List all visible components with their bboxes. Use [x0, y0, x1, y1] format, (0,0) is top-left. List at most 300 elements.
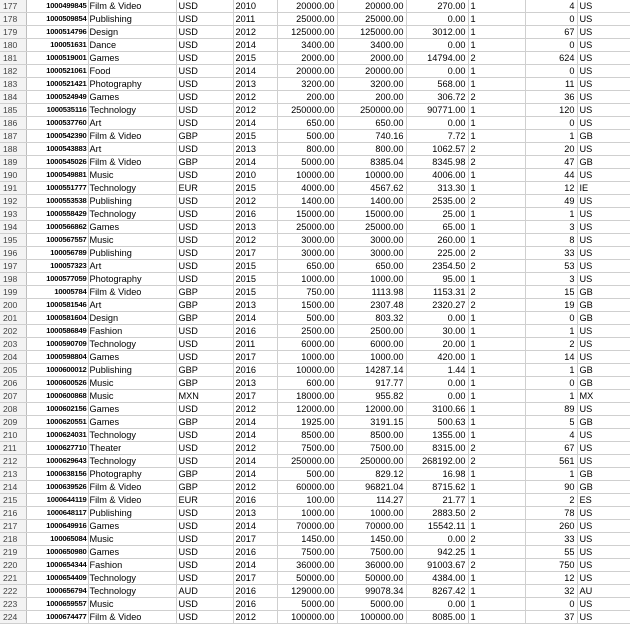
cell-id[interactable]: 1000519001	[26, 52, 88, 65]
cell-id[interactable]: 1000509854	[26, 13, 88, 26]
cell-goal[interactable]: 800.00	[277, 143, 337, 156]
cell-backers[interactable]: 19	[525, 299, 577, 312]
cell-goal[interactable]: 20000.00	[277, 65, 337, 78]
cell-id[interactable]: 1000537760	[26, 117, 88, 130]
cell-country[interactable]: US	[577, 520, 630, 533]
cell-pledged[interactable]: 740.16	[337, 130, 406, 143]
row-number[interactable]: 206	[0, 377, 26, 390]
cell-goal[interactable]: 12000.00	[277, 403, 337, 416]
cell-pledged[interactable]: 96821.04	[337, 481, 406, 494]
cell-year[interactable]: 2012	[233, 195, 277, 208]
row-number[interactable]: 217	[0, 520, 26, 533]
cell-country[interactable]: US	[577, 0, 630, 13]
cell-state[interactable]: 1	[468, 520, 525, 533]
cell-goal[interactable]: 10000.00	[277, 364, 337, 377]
cell-state[interactable]: 1	[468, 364, 525, 377]
cell-currency[interactable]: USD	[176, 91, 233, 104]
cell-year[interactable]: 2016	[233, 598, 277, 611]
cell-id[interactable]: 1000656794	[26, 585, 88, 598]
cell-year[interactable]: 2014	[233, 559, 277, 572]
cell-country[interactable]: US	[577, 559, 630, 572]
cell-id[interactable]: 1000566862	[26, 221, 88, 234]
cell-usd-pledged[interactable]: 7.72	[406, 130, 468, 143]
cell-backers[interactable]: 90	[525, 481, 577, 494]
cell-backers[interactable]: 89	[525, 403, 577, 416]
cell-usd-pledged[interactable]: 8715.62	[406, 481, 468, 494]
cell-country[interactable]: US	[577, 598, 630, 611]
cell-country[interactable]: GB	[577, 312, 630, 325]
cell-country[interactable]: US	[577, 403, 630, 416]
cell-category[interactable]: Music	[88, 169, 176, 182]
cell-backers[interactable]: 4	[525, 429, 577, 442]
cell-country[interactable]: US	[577, 533, 630, 546]
cell-category[interactable]: Film & Video	[88, 286, 176, 299]
cell-goal[interactable]: 70000.00	[277, 520, 337, 533]
cell-pledged[interactable]: 100000.00	[337, 611, 406, 624]
cell-goal[interactable]: 7500.00	[277, 546, 337, 559]
cell-year[interactable]: 2012	[233, 442, 277, 455]
cell-category[interactable]: Art	[88, 117, 176, 130]
cell-backers[interactable]: 1	[525, 130, 577, 143]
cell-id[interactable]: 1000549881	[26, 169, 88, 182]
cell-category[interactable]: Games	[88, 221, 176, 234]
cell-year[interactable]: 2015	[233, 273, 277, 286]
cell-id[interactable]: 1000521061	[26, 65, 88, 78]
cell-country[interactable]: AU	[577, 585, 630, 598]
cell-year[interactable]: 2014	[233, 117, 277, 130]
cell-goal[interactable]: 25000.00	[277, 13, 337, 26]
cell-usd-pledged[interactable]: 65.00	[406, 221, 468, 234]
cell-state[interactable]: 1	[468, 546, 525, 559]
cell-goal[interactable]: 100.00	[277, 494, 337, 507]
cell-goal[interactable]: 100000.00	[277, 611, 337, 624]
cell-currency[interactable]: USD	[176, 429, 233, 442]
cell-year[interactable]: 2011	[233, 338, 277, 351]
cell-goal[interactable]: 1000.00	[277, 273, 337, 286]
cell-currency[interactable]: USD	[176, 65, 233, 78]
cell-id[interactable]: 1000567557	[26, 234, 88, 247]
cell-state[interactable]: 2	[468, 247, 525, 260]
cell-pledged[interactable]: 2307.48	[337, 299, 406, 312]
cell-state[interactable]: 1	[468, 169, 525, 182]
cell-goal[interactable]: 6000.00	[277, 338, 337, 351]
cell-country[interactable]: US	[577, 546, 630, 559]
cell-goal[interactable]: 1500.00	[277, 299, 337, 312]
cell-goal[interactable]: 650.00	[277, 260, 337, 273]
cell-country[interactable]: US	[577, 455, 630, 468]
row-number[interactable]: 210	[0, 429, 26, 442]
cell-goal[interactable]: 1000.00	[277, 351, 337, 364]
cell-country[interactable]: US	[577, 39, 630, 52]
cell-pledged[interactable]: 25000.00	[337, 13, 406, 26]
cell-goal[interactable]: 7500.00	[277, 442, 337, 455]
cell-state[interactable]: 1	[468, 78, 525, 91]
cell-id[interactable]: 1000624031	[26, 429, 88, 442]
row-number[interactable]: 224	[0, 611, 26, 624]
cell-backers[interactable]: 0	[525, 312, 577, 325]
cell-year[interactable]: 2014	[233, 520, 277, 533]
cell-pledged[interactable]: 800.00	[337, 143, 406, 156]
cell-year[interactable]: 2015	[233, 52, 277, 65]
cell-category[interactable]: Publishing	[88, 13, 176, 26]
cell-state[interactable]: 1	[468, 26, 525, 39]
cell-backers[interactable]: 2	[525, 494, 577, 507]
cell-currency[interactable]: AUD	[176, 585, 233, 598]
cell-category[interactable]: Publishing	[88, 247, 176, 260]
cell-state[interactable]: 1	[468, 351, 525, 364]
cell-currency[interactable]: MXN	[176, 390, 233, 403]
cell-currency[interactable]: EUR	[176, 494, 233, 507]
cell-category[interactable]: Games	[88, 403, 176, 416]
cell-usd-pledged[interactable]: 30.00	[406, 325, 468, 338]
cell-category[interactable]: Games	[88, 52, 176, 65]
cell-id[interactable]: 100051631	[26, 39, 88, 52]
cell-year[interactable]: 2014	[233, 468, 277, 481]
cell-goal[interactable]: 1925.00	[277, 416, 337, 429]
cell-country[interactable]: US	[577, 13, 630, 26]
cell-id[interactable]: 1000558429	[26, 208, 88, 221]
row-number[interactable]: 212	[0, 455, 26, 468]
cell-id[interactable]: 1000600526	[26, 377, 88, 390]
cell-pledged[interactable]: 3400.00	[337, 39, 406, 52]
cell-year[interactable]: 2016	[233, 364, 277, 377]
cell-id[interactable]: 1000551777	[26, 182, 88, 195]
cell-year[interactable]: 2017	[233, 351, 277, 364]
cell-id[interactable]: 1000524949	[26, 91, 88, 104]
cell-id[interactable]: 1000602156	[26, 403, 88, 416]
cell-state[interactable]: 1	[468, 234, 525, 247]
cell-year[interactable]: 2015	[233, 182, 277, 195]
cell-year[interactable]: 2017	[233, 572, 277, 585]
cell-year[interactable]: 2012	[233, 481, 277, 494]
cell-usd-pledged[interactable]: 3100.66	[406, 403, 468, 416]
cell-pledged[interactable]: 250000.00	[337, 455, 406, 468]
cell-usd-pledged[interactable]: 420.00	[406, 351, 468, 364]
cell-id[interactable]: 1000674477	[26, 611, 88, 624]
cell-country[interactable]: GB	[577, 377, 630, 390]
cell-goal[interactable]: 25000.00	[277, 221, 337, 234]
cell-country[interactable]: ES	[577, 494, 630, 507]
cell-state[interactable]: 1	[468, 572, 525, 585]
cell-category[interactable]: Design	[88, 26, 176, 39]
cell-backers[interactable]: 32	[525, 585, 577, 598]
cell-id[interactable]: 1000629643	[26, 455, 88, 468]
cell-category[interactable]: Publishing	[88, 195, 176, 208]
cell-pledged[interactable]: 1450.00	[337, 533, 406, 546]
cell-currency[interactable]: GBP	[176, 481, 233, 494]
row-number[interactable]: 222	[0, 585, 26, 598]
cell-id[interactable]: 1000649916	[26, 520, 88, 533]
cell-year[interactable]: 2012	[233, 26, 277, 39]
cell-year[interactable]: 2012	[233, 611, 277, 624]
cell-category[interactable]: Film & Video	[88, 156, 176, 169]
cell-year[interactable]: 2017	[233, 390, 277, 403]
cell-usd-pledged[interactable]: 91003.67	[406, 559, 468, 572]
cell-state[interactable]: 2	[468, 156, 525, 169]
cell-pledged[interactable]: 5000.00	[337, 598, 406, 611]
cell-goal[interactable]: 2000.00	[277, 52, 337, 65]
cell-id[interactable]: 1000553538	[26, 195, 88, 208]
cell-category[interactable]: Technology	[88, 585, 176, 598]
cell-country[interactable]: US	[577, 247, 630, 260]
cell-country[interactable]: US	[577, 221, 630, 234]
row-number[interactable]: 208	[0, 403, 26, 416]
cell-year[interactable]: 2015	[233, 286, 277, 299]
cell-state[interactable]: 1	[468, 585, 525, 598]
cell-category[interactable]: Technology	[88, 429, 176, 442]
cell-currency[interactable]: USD	[176, 221, 233, 234]
cell-usd-pledged[interactable]: 2320.27	[406, 299, 468, 312]
cell-year[interactable]: 2014	[233, 429, 277, 442]
cell-country[interactable]: US	[577, 78, 630, 91]
cell-backers[interactable]: 561	[525, 455, 577, 468]
row-number[interactable]: 201	[0, 312, 26, 325]
cell-country[interactable]: US	[577, 91, 630, 104]
cell-year[interactable]: 2010	[233, 169, 277, 182]
cell-country[interactable]: US	[577, 195, 630, 208]
cell-backers[interactable]: 14	[525, 351, 577, 364]
cell-pledged[interactable]: 2000.00	[337, 52, 406, 65]
cell-backers[interactable]: 1	[525, 208, 577, 221]
cell-state[interactable]: 2	[468, 195, 525, 208]
cell-pledged[interactable]: 15000.00	[337, 208, 406, 221]
cell-usd-pledged[interactable]: 942.25	[406, 546, 468, 559]
cell-usd-pledged[interactable]: 306.72	[406, 91, 468, 104]
row-number[interactable]: 191	[0, 182, 26, 195]
cell-id[interactable]: 1000650980	[26, 546, 88, 559]
cell-country[interactable]: US	[577, 325, 630, 338]
row-number[interactable]: 185	[0, 104, 26, 117]
cell-id[interactable]: 1000545026	[26, 156, 88, 169]
cell-goal[interactable]: 3000.00	[277, 234, 337, 247]
cell-backers[interactable]: 20	[525, 143, 577, 156]
cell-country[interactable]: US	[577, 143, 630, 156]
cell-pledged[interactable]: 829.12	[337, 468, 406, 481]
cell-backers[interactable]: 4	[525, 0, 577, 13]
cell-currency[interactable]: USD	[176, 208, 233, 221]
cell-state[interactable]: 1	[468, 377, 525, 390]
cell-goal[interactable]: 5000.00	[277, 598, 337, 611]
cell-pledged[interactable]: 99078.34	[337, 585, 406, 598]
cell-goal[interactable]: 600.00	[277, 377, 337, 390]
cell-state[interactable]: 1	[468, 182, 525, 195]
cell-state[interactable]: 1	[468, 338, 525, 351]
cell-pledged[interactable]: 650.00	[337, 117, 406, 130]
row-number[interactable]: 197	[0, 260, 26, 273]
row-number[interactable]: 177	[0, 0, 26, 13]
cell-category[interactable]: Art	[88, 260, 176, 273]
cell-usd-pledged[interactable]: 1062.57	[406, 143, 468, 156]
cell-goal[interactable]: 50000.00	[277, 572, 337, 585]
cell-currency[interactable]: GBP	[176, 286, 233, 299]
cell-year[interactable]: 2013	[233, 78, 277, 91]
row-number[interactable]: 196	[0, 247, 26, 260]
cell-currency[interactable]: USD	[176, 598, 233, 611]
cell-id[interactable]: 1000627710	[26, 442, 88, 455]
cell-currency[interactable]: USD	[176, 546, 233, 559]
cell-state[interactable]: 2	[468, 559, 525, 572]
cell-category[interactable]: Technology	[88, 208, 176, 221]
cell-id[interactable]: 1000535116	[26, 104, 88, 117]
cell-id[interactable]: 100056789	[26, 247, 88, 260]
cell-year[interactable]: 2012	[233, 91, 277, 104]
cell-country[interactable]: GB	[577, 156, 630, 169]
cell-state[interactable]: 1	[468, 39, 525, 52]
cell-year[interactable]: 2014	[233, 312, 277, 325]
cell-currency[interactable]: USD	[176, 520, 233, 533]
cell-pledged[interactable]: 1113.98	[337, 286, 406, 299]
cell-id[interactable]: 1000600868	[26, 390, 88, 403]
cell-usd-pledged[interactable]: 1.44	[406, 364, 468, 377]
cell-year[interactable]: 2017	[233, 247, 277, 260]
cell-category[interactable]: Photography	[88, 78, 176, 91]
cell-state[interactable]: 1	[468, 130, 525, 143]
cell-currency[interactable]: USD	[176, 104, 233, 117]
row-number[interactable]: 178	[0, 13, 26, 26]
cell-state[interactable]: 1	[468, 429, 525, 442]
cell-goal[interactable]: 60000.00	[277, 481, 337, 494]
cell-year[interactable]: 2012	[233, 403, 277, 416]
cell-category[interactable]: Games	[88, 416, 176, 429]
cell-backers[interactable]: 8	[525, 234, 577, 247]
cell-year[interactable]: 2010	[233, 0, 277, 13]
cell-goal[interactable]: 3000.00	[277, 247, 337, 260]
cell-pledged[interactable]: 6000.00	[337, 338, 406, 351]
cell-pledged[interactable]: 14287.14	[337, 364, 406, 377]
cell-usd-pledged[interactable]: 8345.98	[406, 156, 468, 169]
row-number[interactable]: 221	[0, 572, 26, 585]
cell-country[interactable]: US	[577, 234, 630, 247]
cell-id[interactable]: 1000542390	[26, 130, 88, 143]
row-number[interactable]: 189	[0, 156, 26, 169]
row-number[interactable]: 223	[0, 598, 26, 611]
cell-usd-pledged[interactable]: 21.77	[406, 494, 468, 507]
cell-goal[interactable]: 3400.00	[277, 39, 337, 52]
row-number[interactable]: 203	[0, 338, 26, 351]
cell-backers[interactable]: 44	[525, 169, 577, 182]
cell-goal[interactable]: 2500.00	[277, 325, 337, 338]
cell-usd-pledged[interactable]: 4006.00	[406, 169, 468, 182]
cell-goal[interactable]: 500.00	[277, 312, 337, 325]
cell-usd-pledged[interactable]: 0.00	[406, 312, 468, 325]
cell-backers[interactable]: 55	[525, 546, 577, 559]
cell-year[interactable]: 2012	[233, 234, 277, 247]
cell-country[interactable]: US	[577, 104, 630, 117]
cell-pledged[interactable]: 10000.00	[337, 169, 406, 182]
cell-currency[interactable]: USD	[176, 247, 233, 260]
cell-country[interactable]: GB	[577, 468, 630, 481]
cell-country[interactable]: GB	[577, 130, 630, 143]
cell-id[interactable]: 10005784	[26, 286, 88, 299]
cell-usd-pledged[interactable]: 1153.31	[406, 286, 468, 299]
cell-backers[interactable]: 53	[525, 260, 577, 273]
cell-category[interactable]: Film & Video	[88, 130, 176, 143]
cell-pledged[interactable]: 2500.00	[337, 325, 406, 338]
cell-state[interactable]: 1	[468, 481, 525, 494]
cell-category[interactable]: Dance	[88, 39, 176, 52]
cell-currency[interactable]: USD	[176, 273, 233, 286]
cell-pledged[interactable]: 1000.00	[337, 351, 406, 364]
cell-currency[interactable]: USD	[176, 52, 233, 65]
cell-country[interactable]: GB	[577, 286, 630, 299]
cell-usd-pledged[interactable]: 8267.42	[406, 585, 468, 598]
cell-state[interactable]: 1	[468, 403, 525, 416]
cell-usd-pledged[interactable]: 313.30	[406, 182, 468, 195]
cell-goal[interactable]: 500.00	[277, 468, 337, 481]
cell-goal[interactable]: 36000.00	[277, 559, 337, 572]
cell-category[interactable]: Film & Video	[88, 481, 176, 494]
cell-state[interactable]: 1	[468, 390, 525, 403]
cell-category[interactable]: Technology	[88, 338, 176, 351]
cell-category[interactable]: Fashion	[88, 559, 176, 572]
cell-usd-pledged[interactable]: 0.00	[406, 598, 468, 611]
cell-category[interactable]: Music	[88, 533, 176, 546]
cell-category[interactable]: Games	[88, 546, 176, 559]
cell-usd-pledged[interactable]: 14794.00	[406, 52, 468, 65]
cell-country[interactable]: US	[577, 169, 630, 182]
cell-state[interactable]: 1	[468, 611, 525, 624]
cell-goal[interactable]: 10000.00	[277, 169, 337, 182]
cell-currency[interactable]: USD	[176, 533, 233, 546]
cell-pledged[interactable]: 1000.00	[337, 273, 406, 286]
cell-year[interactable]: 2014	[233, 65, 277, 78]
cell-category[interactable]: Music	[88, 390, 176, 403]
cell-id[interactable]: 1000590709	[26, 338, 88, 351]
cell-backers[interactable]: 5	[525, 416, 577, 429]
cell-backers[interactable]: 1	[525, 468, 577, 481]
cell-currency[interactable]: GBP	[176, 364, 233, 377]
cell-category[interactable]: Publishing	[88, 364, 176, 377]
cell-backers[interactable]: 15	[525, 286, 577, 299]
cell-pledged[interactable]: 3200.00	[337, 78, 406, 91]
cell-year[interactable]: 2013	[233, 377, 277, 390]
cell-id[interactable]: 1000654344	[26, 559, 88, 572]
cell-backers[interactable]: 0	[525, 377, 577, 390]
cell-country[interactable]: US	[577, 429, 630, 442]
cell-currency[interactable]: USD	[176, 351, 233, 364]
cell-category[interactable]: Film & Video	[88, 0, 176, 13]
row-number[interactable]: 188	[0, 143, 26, 156]
cell-category[interactable]: Games	[88, 91, 176, 104]
cell-usd-pledged[interactable]: 500.63	[406, 416, 468, 429]
cell-state[interactable]: 1	[468, 312, 525, 325]
cell-backers[interactable]: 67	[525, 26, 577, 39]
cell-pledged[interactable]: 803.32	[337, 312, 406, 325]
cell-state[interactable]: 1	[468, 0, 525, 13]
cell-id[interactable]: 1000639526	[26, 481, 88, 494]
cell-country[interactable]: GB	[577, 481, 630, 494]
row-number[interactable]: 194	[0, 221, 26, 234]
cell-year[interactable]: 2013	[233, 143, 277, 156]
cell-country[interactable]: IE	[577, 182, 630, 195]
cell-country[interactable]: US	[577, 273, 630, 286]
cell-usd-pledged[interactable]: 568.00	[406, 78, 468, 91]
row-number[interactable]: 204	[0, 351, 26, 364]
cell-state[interactable]: 1	[468, 208, 525, 221]
row-number[interactable]: 179	[0, 26, 26, 39]
cell-pledged[interactable]: 8385.04	[337, 156, 406, 169]
cell-category[interactable]: Music	[88, 234, 176, 247]
cell-id[interactable]: 1000600012	[26, 364, 88, 377]
row-number[interactable]: 187	[0, 130, 26, 143]
cell-backers[interactable]: 0	[525, 117, 577, 130]
cell-category[interactable]: Food	[88, 65, 176, 78]
cell-backers[interactable]: 624	[525, 52, 577, 65]
cell-id[interactable]: 1000598804	[26, 351, 88, 364]
cell-usd-pledged[interactable]: 4384.00	[406, 572, 468, 585]
cell-usd-pledged[interactable]: 3012.00	[406, 26, 468, 39]
cell-currency[interactable]: USD	[176, 338, 233, 351]
